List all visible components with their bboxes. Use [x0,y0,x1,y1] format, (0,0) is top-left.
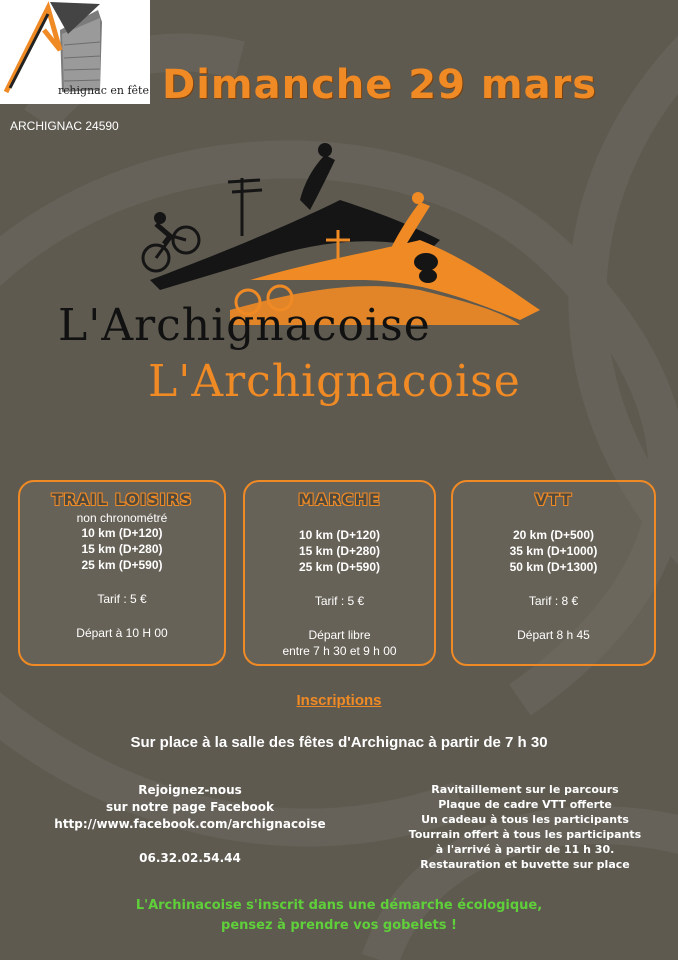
facebook-link[interactable]: http://www.facebook.com/archignacoise [54,817,326,831]
location-label: ARCHIGNAC 24590 [10,119,119,133]
card-marche [243,480,436,666]
distance-10km: 10 km (D+120) [81,526,163,540]
card-trail-loisirs [18,480,226,666]
card-subtitle: non chronométré [76,511,168,525]
card-tarif: Tarif : 5 € [314,594,365,608]
card-title: VTT [534,490,573,509]
card-vtt [451,480,656,666]
perk-item: Tourrain offert à tous les participants [408,828,642,841]
perk-item: Un cadeau à tous les participants [421,813,629,826]
contact-line-2: sur notre page Facebook [105,800,275,814]
eco-line-2: pensez à prendre vos gobelets ! [221,918,457,933]
card-depart: Départ libre [308,628,371,642]
perk-item: Ravitaillement sur le parcours [431,783,619,796]
phone-number: 06.32.02.54.44 [139,851,241,865]
inscriptions-heading: Inscriptions [296,692,382,709]
perks-block [382,782,668,872]
distance-10km: 10 km (D+120) [298,528,381,542]
perk-item: à l'arrivé à partir de 11 h 30. [435,843,615,856]
card-title: MARCHE [298,490,381,509]
eco-line-1: L'Archinacoise s'inscrit dans une démarche écologique, [135,898,543,913]
event-date-title: Dimanche 29 mars [162,62,598,108]
distance-25km: 25 km (D+590) [298,560,381,574]
card-tarif: Tarif : 5 € [97,592,147,606]
perk-item: Restauration et buvette sur place [420,858,630,871]
distance-35km: 35 km (D+1000) [509,544,598,558]
contact-line-1: Rejoignez-nous [138,783,242,797]
card-title: TRAIL LOISIRS [51,490,193,509]
distance-50km: 50 km (D+1300) [509,560,598,574]
card-depart: Départ à 10 H 00 [76,626,168,640]
logo-text: rchignac en fête [58,84,149,97]
brand-name-orange: L'Archignacoise [148,356,521,407]
brand-name-black: L'Archignacoise [58,300,431,351]
distance-15km: 15 km (D+280) [81,542,163,556]
distance-20km: 20 km (D+500) [512,528,595,542]
perk-item: Plaque de cadre VTT offerte [438,798,612,811]
card-depart-window: entre 7 h 30 et 9 h 00 [282,644,397,658]
archignac-en-fete-logo [0,0,150,104]
eco-message [0,896,678,936]
card-tarif: Tarif : 8 € [528,594,579,608]
distance-15km: 15 km (D+280) [298,544,381,558]
card-depart: Départ 8 h 45 [517,628,590,642]
distance-25km: 25 km (D+590) [81,558,163,572]
inscriptions-details: Sur place à la salle des fêtes d'Archignac à partir de 7 h 30 [130,734,548,751]
contact-block [30,782,350,867]
